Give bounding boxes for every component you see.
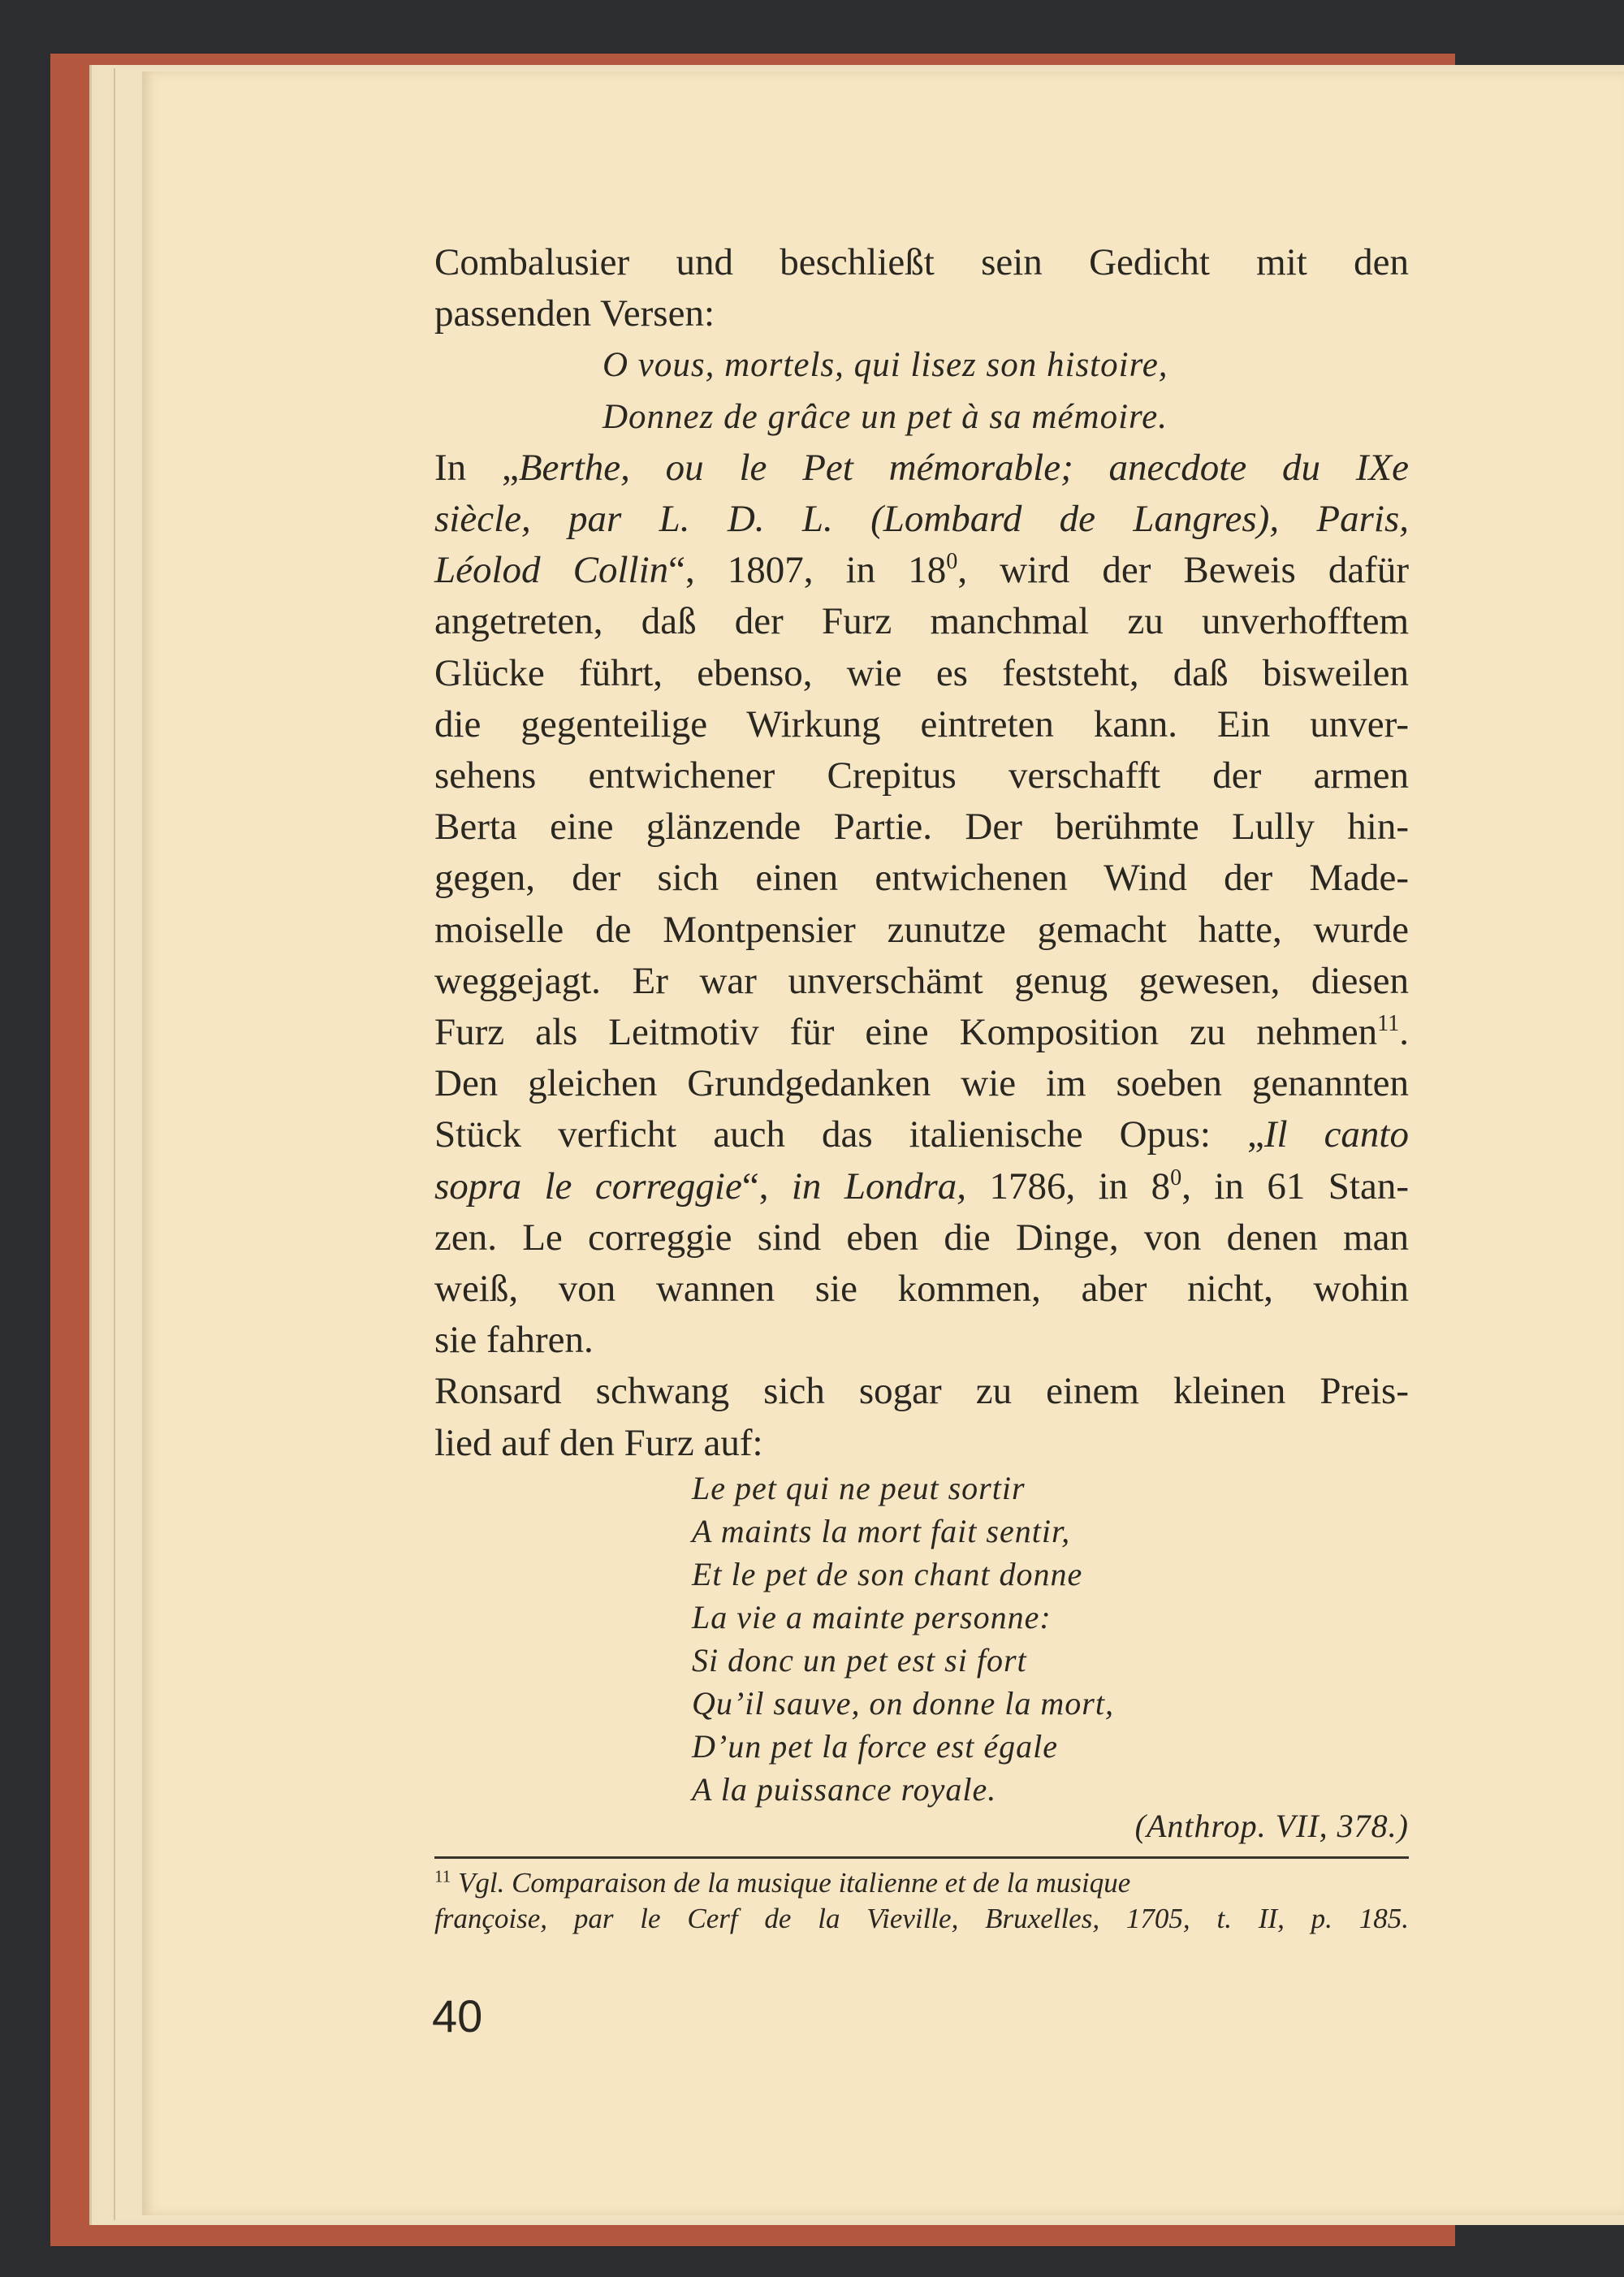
text-segment: lied auf den Furz auf: <box>434 1421 763 1464</box>
text-segment: Combalusier und beschließt sein Gedicht mit den <box>434 241 1409 283</box>
footnote-line-2: françoise, par le Cerf de la Vieville, Bruxelles, 1705, t. II, p. 185. <box>434 1903 1409 1934</box>
text-segment: Den gleichen Grundgedanken wie im soeben genannten <box>434 1062 1409 1105</box>
text-line <box>434 1315 1409 1366</box>
text-segment: moiselle de Montpensier zunutze gemacht hatte, wurde <box>434 908 1409 951</box>
text-segment: Stück verficht auch das italienische Opus: „ <box>434 1113 1264 1156</box>
text-line <box>434 545 1409 596</box>
text-segment: Berthe, ou le Pet mémorable; anecdote du IXe <box>518 446 1410 489</box>
text-segment: angetreten, daß der Furz manchmal zu unverhofftem <box>434 600 1409 643</box>
text-line <box>434 494 1409 545</box>
text-segment: Léolod Collin <box>434 549 669 592</box>
text-line <box>434 648 1409 699</box>
poem-line: A maints la mort fait sentir, <box>692 1513 1071 1549</box>
footnote-divider <box>434 1856 1409 1859</box>
page-number: 40 <box>432 1990 483 2042</box>
superscript: 11 <box>1377 1011 1400 1037</box>
text-segment: die gegenteilige Wirkung eintreten kann. Ein unver- <box>434 702 1409 745</box>
text-segment: “, <box>741 1164 792 1208</box>
text-line <box>434 1058 1409 1109</box>
poem-line: La vie a mainte personne: <box>692 1599 1052 1635</box>
text-segment: gegen, der sich einen entwichenen Wind der Made- <box>434 857 1409 900</box>
text-line <box>434 853 1409 904</box>
text-segment: , in 61 Stan- <box>1181 1164 1409 1208</box>
text-segment: Donnez de grâce un pet à sa mémoire. <box>603 397 1168 436</box>
text-line <box>434 1366 1409 1417</box>
text-line <box>434 1161 1409 1212</box>
text-segment: Glücke führt, ebenso, wie es feststeht, daß bisweilen <box>434 651 1409 694</box>
poem-attribution: (Anthrop. VII, 378.) <box>1134 1808 1409 1844</box>
poem-line: Et le pet de son chant donne <box>692 1556 1083 1592</box>
footnote-line-1 <box>434 1866 1409 1900</box>
text-line <box>434 905 1409 956</box>
superscript: 0 <box>1170 1164 1182 1190</box>
text-line <box>434 1212 1409 1264</box>
poem-line: A la puissance royale. <box>692 1771 997 1808</box>
text-line <box>434 1418 1409 1469</box>
text-segment: passenden Versen: <box>434 292 715 335</box>
text-segment: Furz als Leitmotiv für eine Komposition zu nehmen <box>434 1011 1378 1053</box>
text-line <box>434 1109 1409 1160</box>
text-segment: weiß, von wannen sie kommen, aber nicht, wohin <box>434 1268 1409 1310</box>
poem-line: D’un pet la force est égale <box>692 1728 1058 1765</box>
text-segment: Ronsard schwang sich sogar zu einem kleinen Preis- <box>434 1370 1409 1413</box>
footnote-text: Vgl. Comparaison de la musique italienne et de la musique <box>457 1867 1131 1899</box>
text-line <box>434 237 1409 288</box>
text-segment: , wird der Beweis dafür <box>957 549 1409 592</box>
text-segment: Il canto <box>1263 1113 1409 1156</box>
text-line <box>434 596 1409 647</box>
text-line <box>434 750 1409 801</box>
text-line <box>434 288 1409 339</box>
text-line <box>434 801 1409 853</box>
text-segment: sie fahren. <box>434 1319 594 1362</box>
footnote-number: 11 <box>434 1866 451 1886</box>
text-line <box>434 699 1409 750</box>
text-segment: Berta eine glänzende Partie. Der berühmte Lully hin- <box>434 806 1409 849</box>
text-line <box>434 443 1409 494</box>
text-segment: In „ <box>434 446 519 489</box>
poem-line: Qu’il sauve, on donne la mort, <box>692 1685 1114 1722</box>
text-segment: sehens entwichener Crepitus verschafft der armen <box>434 754 1409 797</box>
superscript: 0 <box>946 549 958 575</box>
text-line <box>434 956 1409 1007</box>
text-segment: siècle, par L. D. L. (Lombard de Langres), Paris, <box>434 498 1409 540</box>
text-segment: sopra le correggie <box>434 1164 742 1208</box>
poem-line: Le pet qui ne peut sortir <box>692 1470 1026 1506</box>
verse-line <box>603 339 1577 391</box>
text-segment: “, 1807, in 18 <box>668 549 947 592</box>
text-segment: . <box>1399 1011 1409 1053</box>
poem-line: Si donc un pet est si fort <box>692 1642 1027 1679</box>
text-line <box>434 1264 1409 1315</box>
text-line <box>434 1007 1409 1058</box>
text-segment: weggejagt. Er war unverschämt genug gewesen, diesen <box>434 959 1409 1002</box>
text-segment: in Londra, <box>791 1164 967 1208</box>
verse-line <box>603 391 1577 443</box>
text-segment: O vous, mortels, qui lisez son histoire, <box>603 346 1168 385</box>
text-segment: 1786, in 8 <box>966 1164 1171 1208</box>
text-segment: zen. Le correggie sind eben die Dinge, von denen man <box>434 1216 1409 1259</box>
